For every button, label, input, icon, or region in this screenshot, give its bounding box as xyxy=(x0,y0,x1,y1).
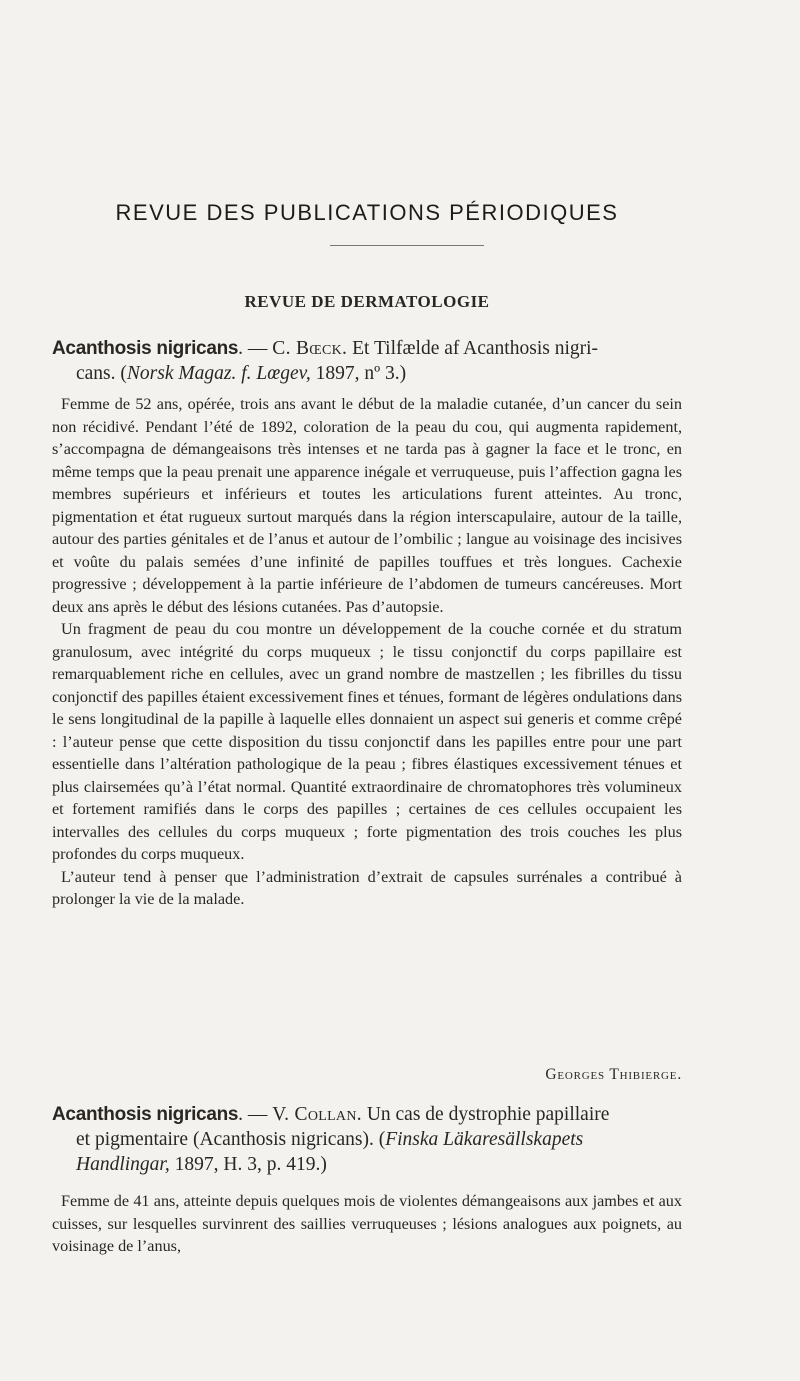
article-2-desc: Un cas de dystrophie papillaire xyxy=(361,1104,610,1125)
article-2-author: V. Collan. xyxy=(272,1104,362,1125)
section-title: REVUE DE DERMATOLOGIE xyxy=(244,292,490,311)
article-1-body xyxy=(52,393,682,911)
article-2-journal2: Handlingar, xyxy=(76,1154,170,1175)
article-1-paragraph-2: Un fragment de peau du cou montre un développement de la couche cornée et du stratum granulosum, avec intégrité du corps muqueux ; le tissu conjonctif du corps papillaire est remarquablement riche en cellules, avec un grand nombre de mastzellen ; les fibrilles du tissu conjonctif des papilles étaient excessivement fines et ténues, formant de légères ondulations dans le sens longitudinal de la papille à laquelle elles donnaient un aspect sui generis et comme crêpé : l’auteur pense que cette disposition du tissu conjonctif dans les papilles entre pour une part essentielle dans l’altération pathologique de la peau ; fibres élastiques excessivement ténues et plus clairsemées qu’à l’état normal. Quantité extraordinaire de chromatophores très volumineux et fortement ramifiés dans le corps des papilles ; certaines de ces cellules occupaient les intervalles des cellules du corps muqueux ; forte pigmentation des trois couches les plus profondes du corps muqueux. xyxy=(52,620,682,863)
article-2-desc2: et pigmentaire (Acanthosis nigricans). ( xyxy=(76,1129,386,1150)
article-1-paragraph-3: L’auteur tend à penser que l’administration d’extrait de capsules surrénales a contribué à prolonger la vie de la malade. xyxy=(52,867,682,908)
article-1-ref: 1897, nº 3.) xyxy=(310,363,407,384)
journal-title: REVUE DES PUBLICATIONS PÉRIODIQUES xyxy=(115,200,619,225)
article-2-ref: 1897, H. 3, p. 419.) xyxy=(169,1154,327,1175)
article-1-desc2: cans. ( xyxy=(76,363,127,384)
article-1-desc: Et Tilfælde af Acanthosis nigri- xyxy=(347,338,599,359)
article-1-paragraph-1: Femme de 52 ans, opérée, trois ans avant le début de la maladie cutanée, d’un cancer du sein non récidivé. Pendant l’été de 1892, coloration de la peau du cou, qui augmenta rapidement, s’accompagna de démangeaisons très intenses et ne tarda pas à gagner la face et le tronc, en même temps que la peau prenait une apparence inégale et verruqueuse, puis l’affection gagna les membres supérieurs et inférieurs et toutes les articulations furent atteintes. Au tronc, pigmentation et état rugueux surtout marqués dans la région interscapulaire, autour de la taille, autour des parties génitales et de l’anus et autour de l’ombilic ; langue au voisinage des incisives et voûte du palais semées d’une infinité de papilles touffues et très longues. Cachexie progressive ; développement à la partie inférieure de l’abdomen de tumeurs cancéreuses. Mort deux ans après le début des lésions cutanées. Pas d’autopsie. xyxy=(52,395,682,616)
article-1-sep: . — xyxy=(238,338,273,359)
article-2-sep: . — xyxy=(238,1104,273,1125)
article-2-title: Acanthosis nigricans xyxy=(52,1104,239,1125)
article-2-body xyxy=(52,1190,682,1258)
article-1-journal: Norsk Magaz. f. Lœgev, xyxy=(126,363,311,384)
article-2-paragraph-1: Femme de 41 ans, atteinte depuis quelques mois de violentes démangeaisons aux jambes et aux cuisses, sur lesquelles survinrent des saillies verruqueuses ; lésions analogues aux poignets, au voisinage de l’anus, xyxy=(52,1192,682,1255)
title-rule xyxy=(330,245,484,246)
article-1-title: Acanthosis nigricans xyxy=(52,338,239,359)
article-2-journal: Finska Läkaresällskapets xyxy=(385,1129,584,1150)
article-2-heading xyxy=(52,1102,682,1177)
article-1-heading xyxy=(52,336,682,386)
article-1-author: C. Bœck. xyxy=(272,338,348,359)
article-1-signature: Georges Thibierge. xyxy=(545,1066,682,1083)
